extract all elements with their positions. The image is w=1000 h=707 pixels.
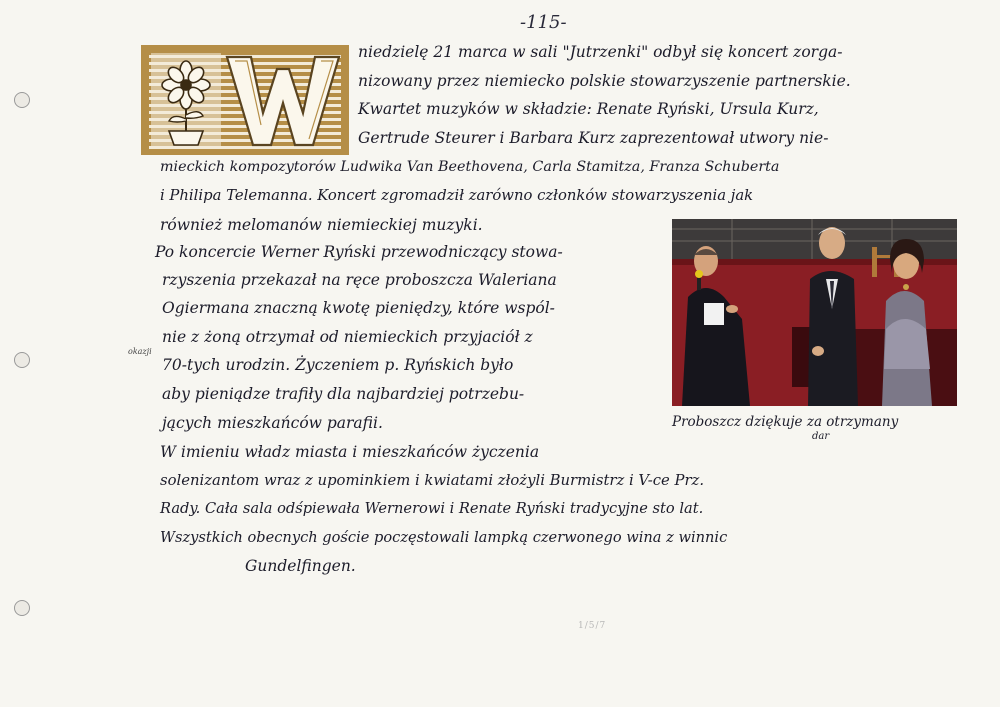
text-line: solenizantom wraz z upominkiem i kwiatami złożyli Burmistrz i V-ce Prz. — [160, 472, 705, 489]
binder-hole-icon — [14, 352, 30, 368]
margin-note: okazji — [128, 347, 152, 356]
text-line: 70-tych urodzin. Życzeniem p. Ryńskich było — [162, 356, 514, 374]
binder-hole-icon — [14, 92, 30, 108]
text-line: nie z żoną otrzymał od niemieckich przyjaciół z — [162, 328, 533, 346]
text-line: W imieniu władz miasta i mieszkańców życzenia — [160, 443, 540, 461]
text-line: Ogiermana znaczną kwotę pieniędzy, które wspól- — [162, 299, 555, 317]
text-line: Wszystkich obecnych goście poczęstowali lampką czerwonego wina z winnic — [160, 529, 728, 546]
text-line: Gertrude Steurer i Barbara Kurz zaprezentował utwory nie- — [358, 129, 829, 147]
text-line: Kwartet muzyków w składzie: Renate Ryński, Ursula Kurz, — [358, 100, 819, 118]
text-line: Gundelfingen. — [245, 557, 356, 575]
text-line: rzyszenia przekazał na ręce proboszcza Waleriana — [162, 271, 557, 289]
text-line: również melomanów niemieckiej muzyki. — [160, 216, 483, 234]
text-line: mieckich kompozytorów Ludwika Van Beethovena, Carla Stamitza, Franza Schuberta — [160, 159, 780, 175]
decorated-initial — [141, 45, 349, 155]
text-line: Po koncercie Werner Ryński przewodniczący stowa- — [155, 243, 563, 261]
text-line: Rady. Cała sala odśpiewała Wernerowi i Renate Ryński tradycyjne sto lat. — [160, 500, 704, 517]
event-photo — [672, 219, 957, 406]
initial-letter-w — [223, 51, 343, 149]
text-line: nizowany przez niemiecko polskie stowarzyszenie partnerskie. — [358, 72, 851, 90]
text-line: jących mieszkańców parafii. — [162, 414, 383, 432]
binder-hole-icon — [14, 600, 30, 616]
text-line: i Philipa Telemanna. Koncert zgromadził zarówno członków stowarzyszenia jak — [160, 187, 754, 204]
photo-caption: Proboszcz dziękuje za otrzymany — [672, 414, 899, 430]
flower-in-pot-icon — [151, 53, 221, 148]
archive-stamp: 1/5/7 — [578, 621, 607, 631]
photo-caption-continued: dar — [812, 431, 830, 442]
text-line: niedzielę 21 marca w sali "Jutrzenki" odbył się koncert zorga- — [358, 43, 843, 61]
page-number: -115- — [520, 12, 567, 33]
text-line: aby pieniądze trafiły dla najbardziej potrzebu- — [162, 385, 525, 403]
